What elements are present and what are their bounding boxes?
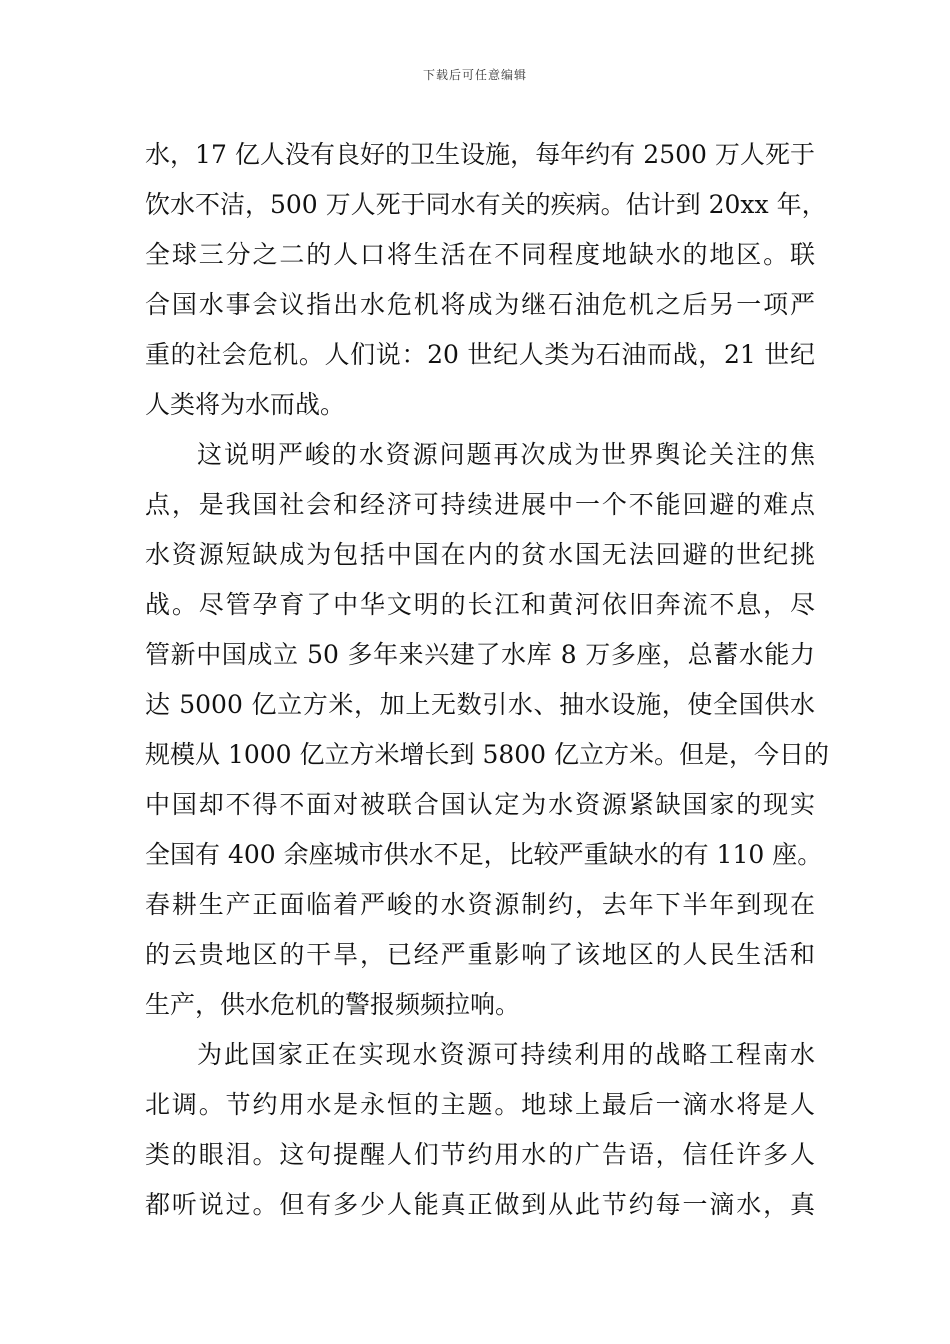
- text-line: 水，17 亿人没有良好的卫生设施，每年约有 2500 万人死于: [145, 140, 815, 169]
- text-line: 生产，供水危机的警报频频拉响。: [145, 990, 521, 1019]
- text-line: 为此国家正在实现水资源可持续利用的战略工程南水: [197, 1040, 815, 1069]
- text-line: 都听说过。但有多少人能真正做到从此节约每一滴水，真: [145, 1190, 815, 1219]
- text-line: 战。尽管孕育了中华文明的长江和黄河依旧奔流不息，尽: [145, 590, 815, 619]
- text-line: 规模从 1000 亿立方米增长到 5800 亿立方米。但是，今日的: [145, 740, 830, 769]
- text-line: 水资源短缺成为包括中国在内的贫水国无法回避的世纪挑: [145, 540, 815, 569]
- text-line: 点，是我国社会和经济可持续进展中一个不能回避的难点: [145, 490, 815, 519]
- text-line: 管新中国成立 50 多年来兴建了水库 8 万多座，总蓄水能力: [145, 640, 815, 669]
- text-line: 类的眼泪。这句提醒人们节约用水的广告语，信任许多人: [145, 1140, 815, 1169]
- text-line: 人类将为水而战。: [145, 390, 346, 419]
- text-line: 全球三分之二的人口将生活在不同程度地缺水的地区。联: [145, 240, 815, 269]
- text-line: 饮水不洁，500 万人死于同水有关的疾病。估计到 20xx 年，: [145, 190, 827, 219]
- text-line: 重的社会危机。人们说：20 世纪人类为石油而战，21 世纪: [145, 340, 815, 369]
- text-line: 达 5000 亿立方米，加上无数引水、抽水设施，使全国供水: [145, 690, 815, 719]
- text-line: 北调。节约用水是永恒的主题。地球上最后一滴水将是人: [145, 1090, 815, 1119]
- text-line: 全国有 400 余座城市供水不足，比较严重缺水的有 110 座。: [145, 840, 823, 869]
- text-line: 这说明严峻的水资源问题再次成为世界舆论关注的焦: [197, 440, 815, 469]
- text-line: 合国水事会议指出水危机将成为继石油危机之后另一项严: [145, 290, 815, 319]
- document-body: [145, 130, 830, 1230]
- text-line: 中国却不得不面对被联合国认定为水资源紧缺国家的现实: [145, 790, 815, 819]
- text-line: 的云贵地区的干旱，已经严重影响了该地区的人民生活和: [145, 940, 815, 969]
- text-line: 春耕生产正面临着严峻的水资源制约，去年下半年到现在: [145, 890, 815, 919]
- header-note: 下载后可任意编辑: [422, 68, 527, 82]
